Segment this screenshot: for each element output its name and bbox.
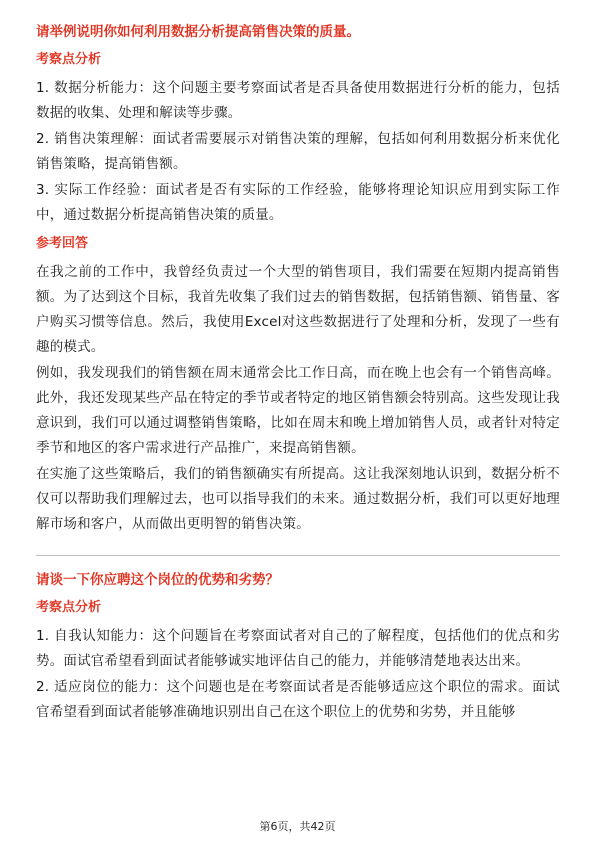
- analysis-point: 3. 实际工作经验：面试者是否有实际的工作经验，能够将理论知识应用到实际工作中，通过数据分析提高销售决策的质量。: [36, 182, 560, 223]
- page-number: 第6页，共42页: [259, 820, 336, 833]
- question-block-1: [36, 22, 560, 537]
- document-page: [36, 22, 560, 725]
- analysis-point: 2. 销售决策理解：面试者需要展示对销售决策的理解，包括如何利用数据分析来优化销售策略，提高销售额。: [36, 131, 560, 172]
- analysis-point: 2. 适应岗位的能力：这个问题也是在考察面试者是否能够适应这个职位的需求。面试官希望看到面试者能够准确地识别出自己在这个职位上的优势和劣势，并且能够: [36, 679, 560, 720]
- answer-paragraph: 在实施了这些策略后，我们的销售额确实有所提高。这让我深刻地认识到，数据分析不仅可以帮助我们理解过去，也可以指导我们的未来。通过数据分析，我们可以更好地理解市场和客户，从而做出更明智的销售决策。: [36, 466, 560, 532]
- question-title: 请举例说明你如何利用数据分析提高销售决策的质量。: [36, 24, 360, 40]
- answer-paragraph: 例如，我发现我们的销售额在周末通常会比工作日高，而在晚上也会有一个销售高峰。此外，我还发现某些产品在特定的季节或者特定的地区销售额会特别高。这些发现让我意识到，我们可以通过调整销售策略，比如在周末和晚上增加销售人员，或者针对特定季节和地区的客户需求进行产品推广，来提高销售额。: [36, 365, 560, 456]
- section-divider: [36, 555, 560, 556]
- analysis-heading: 考察点分析: [36, 600, 102, 615]
- answer-paragraph: 在我之前的工作中，我曾经负责过一个大型的销售项目，我们需要在短期内提高销售额。为了达到这个目标，我首先收集了我们过去的销售数据，包括销售额、销售量、客户购买习惯等信息。然后，我使用Excel对这些数据进行了处理和分析，发现了一些有趣的模式。: [36, 264, 560, 355]
- answer-heading: 参考回答: [36, 236, 89, 251]
- analysis-point: 1. 自我认知能力：这个问题旨在考察面试者对自己的了解程度，包括他们的优点和劣势。面试官希望看到面试者能够诚实地评估自己的能力，并能够清楚地表达出来。: [36, 628, 560, 669]
- analysis-point: 1. 数据分析能力：这个问题主要考察面试者是否具备使用数据进行分析的能力，包括数据的收集、处理和解读等步骤。: [36, 80, 560, 121]
- question-block-2: [36, 570, 560, 725]
- question-title: 请谈一下你应聘这个岗位的优势和劣势？: [36, 572, 279, 588]
- analysis-heading: 考察点分析: [36, 52, 102, 67]
